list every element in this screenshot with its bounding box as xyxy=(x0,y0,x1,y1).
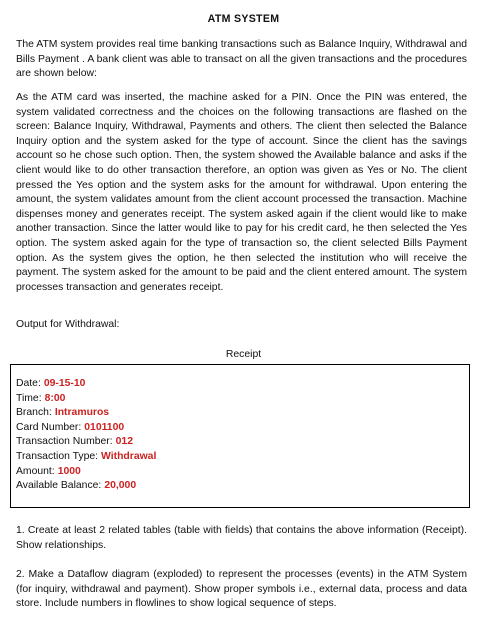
receipt-field-value: Intramuros xyxy=(54,407,110,419)
receipt-field-label: Date: xyxy=(16,378,41,389)
receipt-row-card-number xyxy=(16,421,469,436)
receipt-field-value: Withdrawal xyxy=(101,450,157,462)
document-title: ATM SYSTEM xyxy=(207,13,280,25)
output-label: Output for Withdrawal: xyxy=(16,319,120,330)
receipt-field-value: 20,000 xyxy=(104,480,137,492)
receipt-field-value: 1000 xyxy=(57,465,81,477)
receipt-field-label: Time: xyxy=(16,392,42,404)
receipt-row-transaction-number xyxy=(16,435,469,450)
receipt-row-time xyxy=(16,392,469,407)
receipt-field-label: Transaction Type: xyxy=(16,450,99,462)
receipt-row-amount xyxy=(16,465,469,480)
receipt-row-transaction-type xyxy=(16,450,469,465)
receipt-box xyxy=(10,364,470,508)
receipt-field-value: 8:00 xyxy=(44,392,66,404)
intro-paragraph: The ATM system provides real time banking transactions such as Balance Inquiry, Withdrawal and Bills Payment . A bank client was able to transact on all the given transactions and the procedures are shown below: xyxy=(16,39,467,80)
receipt-field-label: Card Number: xyxy=(16,421,82,433)
receipt-row-branch xyxy=(16,406,469,421)
receipt-field-label: Branch: xyxy=(16,407,52,419)
receipt-field-value: 012 xyxy=(115,436,133,448)
question-2: 2. Make a Dataflow diagram (exploded) to represent the processes (events) in the ATM System (for inquiry, withdrawal and payment). Show proper symbols i.e., external data, process and data store. Include numbers in flowlines to show logical sequence of steps. xyxy=(16,569,467,610)
receipt-field-label: Available Balance: xyxy=(16,480,102,492)
receipt-field-value: 09-15-10 xyxy=(43,378,86,389)
procedure-paragraph: As the ATM card was inserted, the machine asked for a PIN. Once the PIN was entered, the system validated correctness and the choices on the following transactions are flashed on the screen: Balance Inquiry, Withdrawal, Payments and others. The client then selected the Balance Inquiry option and the system asked for the type of account. Since the client has the savings account so he chose such option. Then, the system showed the Available balance and asks if the client would like to do other transaction therefore, an option was given as Yes or No. The client pressed the Yes option and the system asks for the amount for withdrawal. Upon entering the amount, the system validates amount from the client account processed the transaction. Machine dispenses money and generates receipt. The system asked again if the client would like to make another transaction. Since the latter would like to pay for his credit card, he then selected the Yes option. The system asked again for the type of transaction so, the client selected Bills Payment option. As the system gives the option, he then selected the institution who will receive the payment. The system asked for the amount to be paid and the client entered amount. The system processes transaction and generates receipt. xyxy=(16,92,467,293)
question-1: 1. Create at least 2 related tables (table with fields) that contains the above information (Receipt). Show relationships. xyxy=(16,525,467,551)
receipt-heading: Receipt xyxy=(225,349,262,360)
receipt-field-value: 0101100 xyxy=(84,421,125,433)
receipt-field-label: Amount: xyxy=(16,465,55,477)
receipt-row-date xyxy=(16,377,469,392)
receipt-row-available-balance xyxy=(16,479,469,494)
receipt-field-label: Transaction Number: xyxy=(16,436,113,448)
